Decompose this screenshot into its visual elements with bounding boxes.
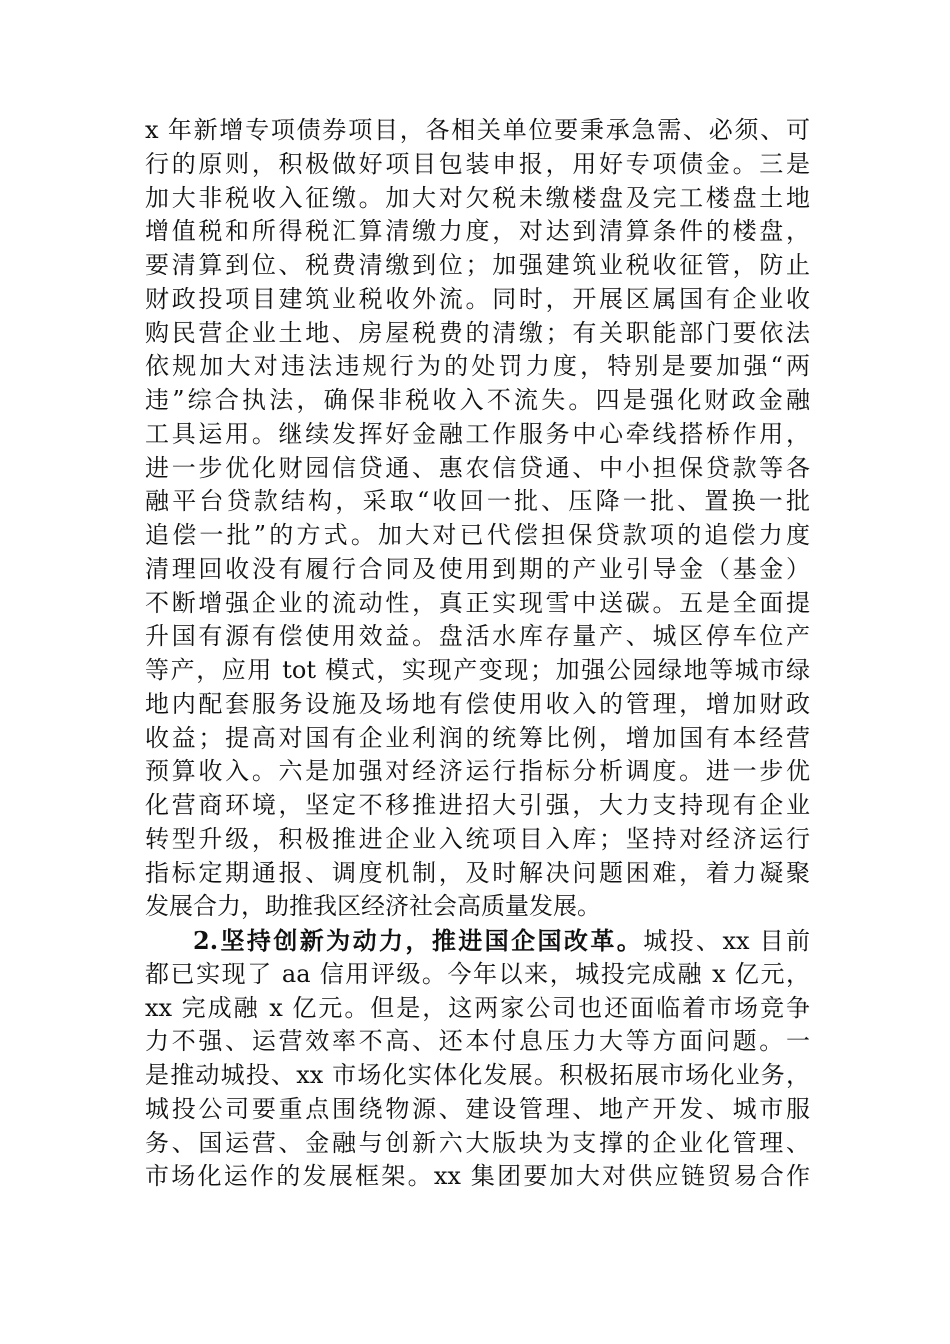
text-line: 升国有源有偿使用效益。盘活水库存量产、城区停车位产 — [145, 622, 810, 651]
text-line: 地内配套服务设施及场地有偿使用收入的管理，增加财政 — [145, 689, 810, 718]
text-line: 依规加大对违法违规行为的处罚力度，特别是要加强“两 — [145, 352, 810, 381]
text-line: 等产，应用 tot 模式，实现产变现；加强公园绿地等城市绿 — [145, 656, 810, 684]
text-line: 发展合力，助推我区经济社会高质量发展。 — [145, 892, 601, 921]
text-line: 力不强、运营效率不高、还本付息压力大等方面问题。一 — [145, 1027, 810, 1056]
text-line: 融平台贷款结构，采取“收回一批、压降一批、置换一批 — [145, 487, 810, 516]
text-line: 要清算到位、税费清缴到位；加强建筑业税收征管，防止 — [145, 251, 810, 279]
text-line: x 年新增专项债券项目，各相关单位要秉承急需、必须、可 — [145, 116, 810, 144]
section-heading: 2.坚持创新为动力，推进国企国改革。 — [193, 926, 644, 955]
text-line: 追偿一批”的方式。加大对已代偿担保贷款项的追偿力度 — [145, 521, 810, 549]
text-line: 工具运用。继续发挥好金融工作服务中心牵线搭桥作用， — [145, 419, 810, 448]
text-line: 购民营企业土地、房屋税费的清缴；有关职能部门要依法 — [145, 318, 810, 347]
paragraph-text: 城投、xx 目前 — [643, 927, 810, 955]
text-line: 指标定期通报、调度机制，及时解决问题困难，着力凝聚 — [145, 858, 810, 887]
text-line: 收益；提高对国有企业利润的统筹比例，增加国有本经营 — [145, 723, 810, 752]
text-line: 进一步优化财园信贷通、惠农信贷通、中小担保贷款等各 — [145, 453, 810, 482]
text-line: 市场化运作的发展框架。xx 集团要加大对供应链贸易合作 — [145, 1162, 810, 1191]
text-line: 预算收入。六是加强对经济运行指标分析调度。进一步优 — [145, 757, 810, 786]
document-body — [145, 114, 810, 1194]
text-line: 城投公司要重点围绕物源、建设管理、地产开发、城市服 — [145, 1094, 810, 1123]
text-line: 行的原则，积极做好项目包装申报，用好专项债金。三是 — [145, 149, 810, 178]
text-line: 违”综合执法，确保非税收入不流失。四是强化财政金融 — [145, 386, 810, 414]
text-line: xx 完成融 x 亿元。但是，这两家公司也还面临着市场竞争 — [145, 993, 810, 1022]
text-line: 都已实现了 aa 信用评级。今年以来，城投完成融 x 亿元， — [145, 959, 810, 988]
text-line: 是推动城投、xx 市场化实体化发展。积极拓展市场化业务， — [145, 1061, 810, 1089]
text-line: 加大非税收入征缴。加大对欠税未缴楼盘及完工楼盘土地 — [145, 183, 810, 212]
text-line: 财政投项目建筑业税收外流。同时，开展区属国有企业收 — [145, 284, 810, 313]
text-line: 转型升级，积极推进企业入统项目入库；坚持对经济运行 — [145, 824, 810, 853]
paragraph-continued — [145, 114, 810, 924]
text-line: 增值税和所得税汇算清缴力度，对达到清算条件的楼盘， — [145, 217, 810, 246]
paragraph-first-line — [145, 924, 810, 958]
text-line: 不断增强企业的流动性，真正实现雪中送碳。五是全面提 — [145, 588, 810, 617]
text-line: 务、国运营、金融与创新六大版块为支撑的企业化管理、 — [145, 1128, 810, 1157]
paragraph-section-2 — [145, 924, 810, 1194]
text-line: 清理回收没有履行合同及使用到期的产业引导金（基金） — [145, 554, 810, 583]
text-line: 化营商环境，坚定不移推进招大引强，大力支持现有企业 — [145, 791, 810, 819]
